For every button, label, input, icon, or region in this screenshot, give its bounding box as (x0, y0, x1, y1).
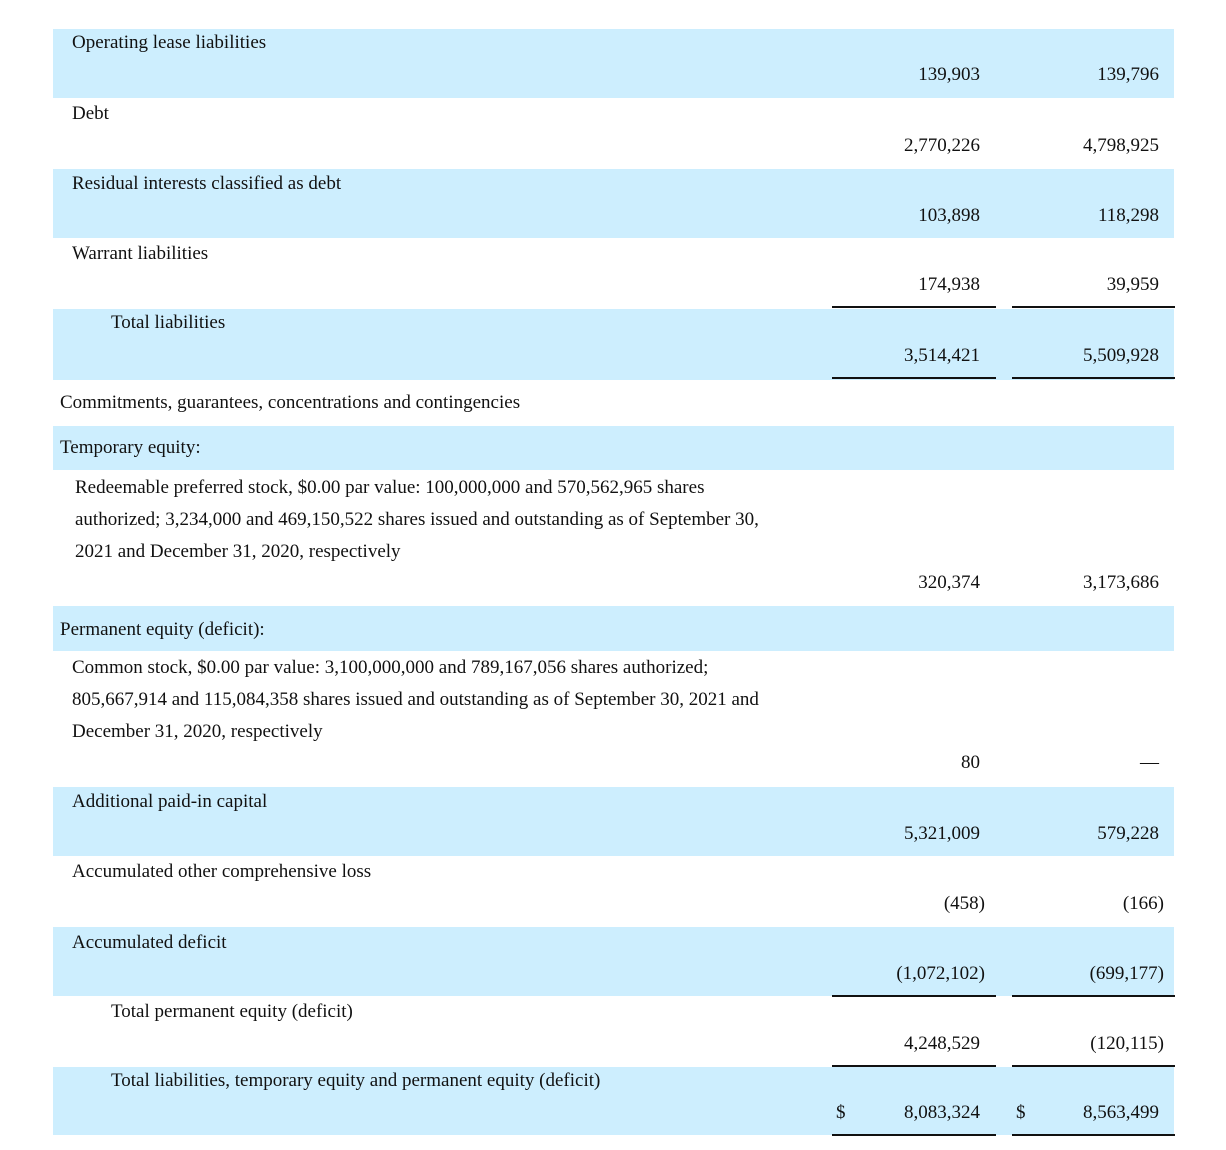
value-prior: 139,796 (1097, 64, 1159, 85)
value-current: 2,770,226 (904, 135, 980, 156)
row-label-operating-lease: Operating lease liabilities (72, 32, 267, 53)
value-prior: (699,177) (1089, 963, 1164, 984)
value-current: (1,072,102) (896, 963, 985, 984)
value-prior: 5,509,928 (1083, 345, 1159, 366)
row-band (53, 426, 1174, 470)
subtotal-rule (1012, 306, 1175, 308)
value-prior: 4,798,925 (1083, 135, 1159, 156)
currency-symbol: $ (836, 1102, 846, 1123)
row-label-debt: Debt (72, 103, 109, 124)
row-label-redeemable-preferred (75, 472, 759, 568)
value-prior: 118,298 (1097, 205, 1159, 226)
section-heading-permanent-equity: Permanent equity (deficit): (60, 619, 265, 640)
value-current: 3,514,421 (904, 345, 980, 366)
row-label-warrant-liabilities: Warrant liabilities (72, 243, 209, 264)
value-current: (458) (943, 893, 985, 914)
value-current: 8,083,324 (904, 1102, 980, 1123)
value-current: 139,903 (918, 64, 980, 85)
text-line: authorized; 3,234,000 and 469,150,522 shares issued and outstanding as of September 30, (75, 509, 759, 530)
section-heading-temporary-equity: Temporary equity: (60, 437, 201, 458)
total-rule (832, 1134, 996, 1136)
total-rule (1012, 1134, 1175, 1136)
subtotal-rule (832, 306, 996, 308)
value-current: 174,938 (918, 274, 980, 295)
subtotal-rule (832, 1065, 996, 1067)
row-label-accumulated-deficit: Accumulated deficit (72, 932, 227, 953)
value-current: 80 (961, 752, 980, 773)
total-rule (832, 377, 996, 379)
text-line: Common stock, $0.00 par value: 3,100,000,000 and 789,167,056 shares authorized; (72, 657, 709, 678)
subtotal-rule (1012, 1065, 1175, 1067)
row-label-grand-total: Total liabilities, temporary equity and permanent equity (deficit) (111, 1070, 601, 1091)
subtotal-rule (832, 995, 996, 997)
value-prior: — (1140, 752, 1159, 773)
text-line: December 31, 2020, respectively (72, 721, 323, 742)
currency-symbol: $ (1016, 1102, 1026, 1123)
value-prior: 579,228 (1097, 823, 1159, 844)
row-label-aoci: Accumulated other comprehensive loss (72, 861, 372, 882)
value-prior: 39,959 (1106, 274, 1159, 295)
value-prior: 8,563,499 (1083, 1102, 1159, 1123)
value-prior: (120,115) (1090, 1033, 1164, 1054)
total-rule (1012, 377, 1175, 379)
value-current: 103,898 (918, 205, 980, 226)
value-current: 320,374 (918, 572, 980, 593)
row-label-apic: Additional paid-in capital (72, 791, 268, 812)
row-label-common-stock (72, 652, 759, 748)
value-current: 4,248,529 (904, 1033, 980, 1054)
row-label-total-liabilities: Total liabilities (111, 312, 226, 333)
row-label-commitments: Commitments, guarantees, concentrations and contingencies (60, 392, 521, 413)
row-label-total-permanent-equity: Total permanent equity (deficit) (111, 1001, 353, 1022)
text-line: 2021 and December 31, 2020, respectively (75, 541, 401, 562)
value-current: 5,321,009 (904, 823, 980, 844)
value-prior: (166) (1122, 893, 1164, 914)
text-line: 805,667,914 and 115,084,358 shares issued and outstanding as of September 30, 2021 and (72, 689, 759, 710)
text-line: Redeemable preferred stock, $0.00 par value: 100,000,000 and 570,562,965 shares (75, 477, 705, 498)
value-prior: 3,173,686 (1083, 572, 1159, 593)
subtotal-rule (1012, 995, 1175, 997)
row-label-residual-interests: Residual interests classified as debt (72, 173, 342, 194)
